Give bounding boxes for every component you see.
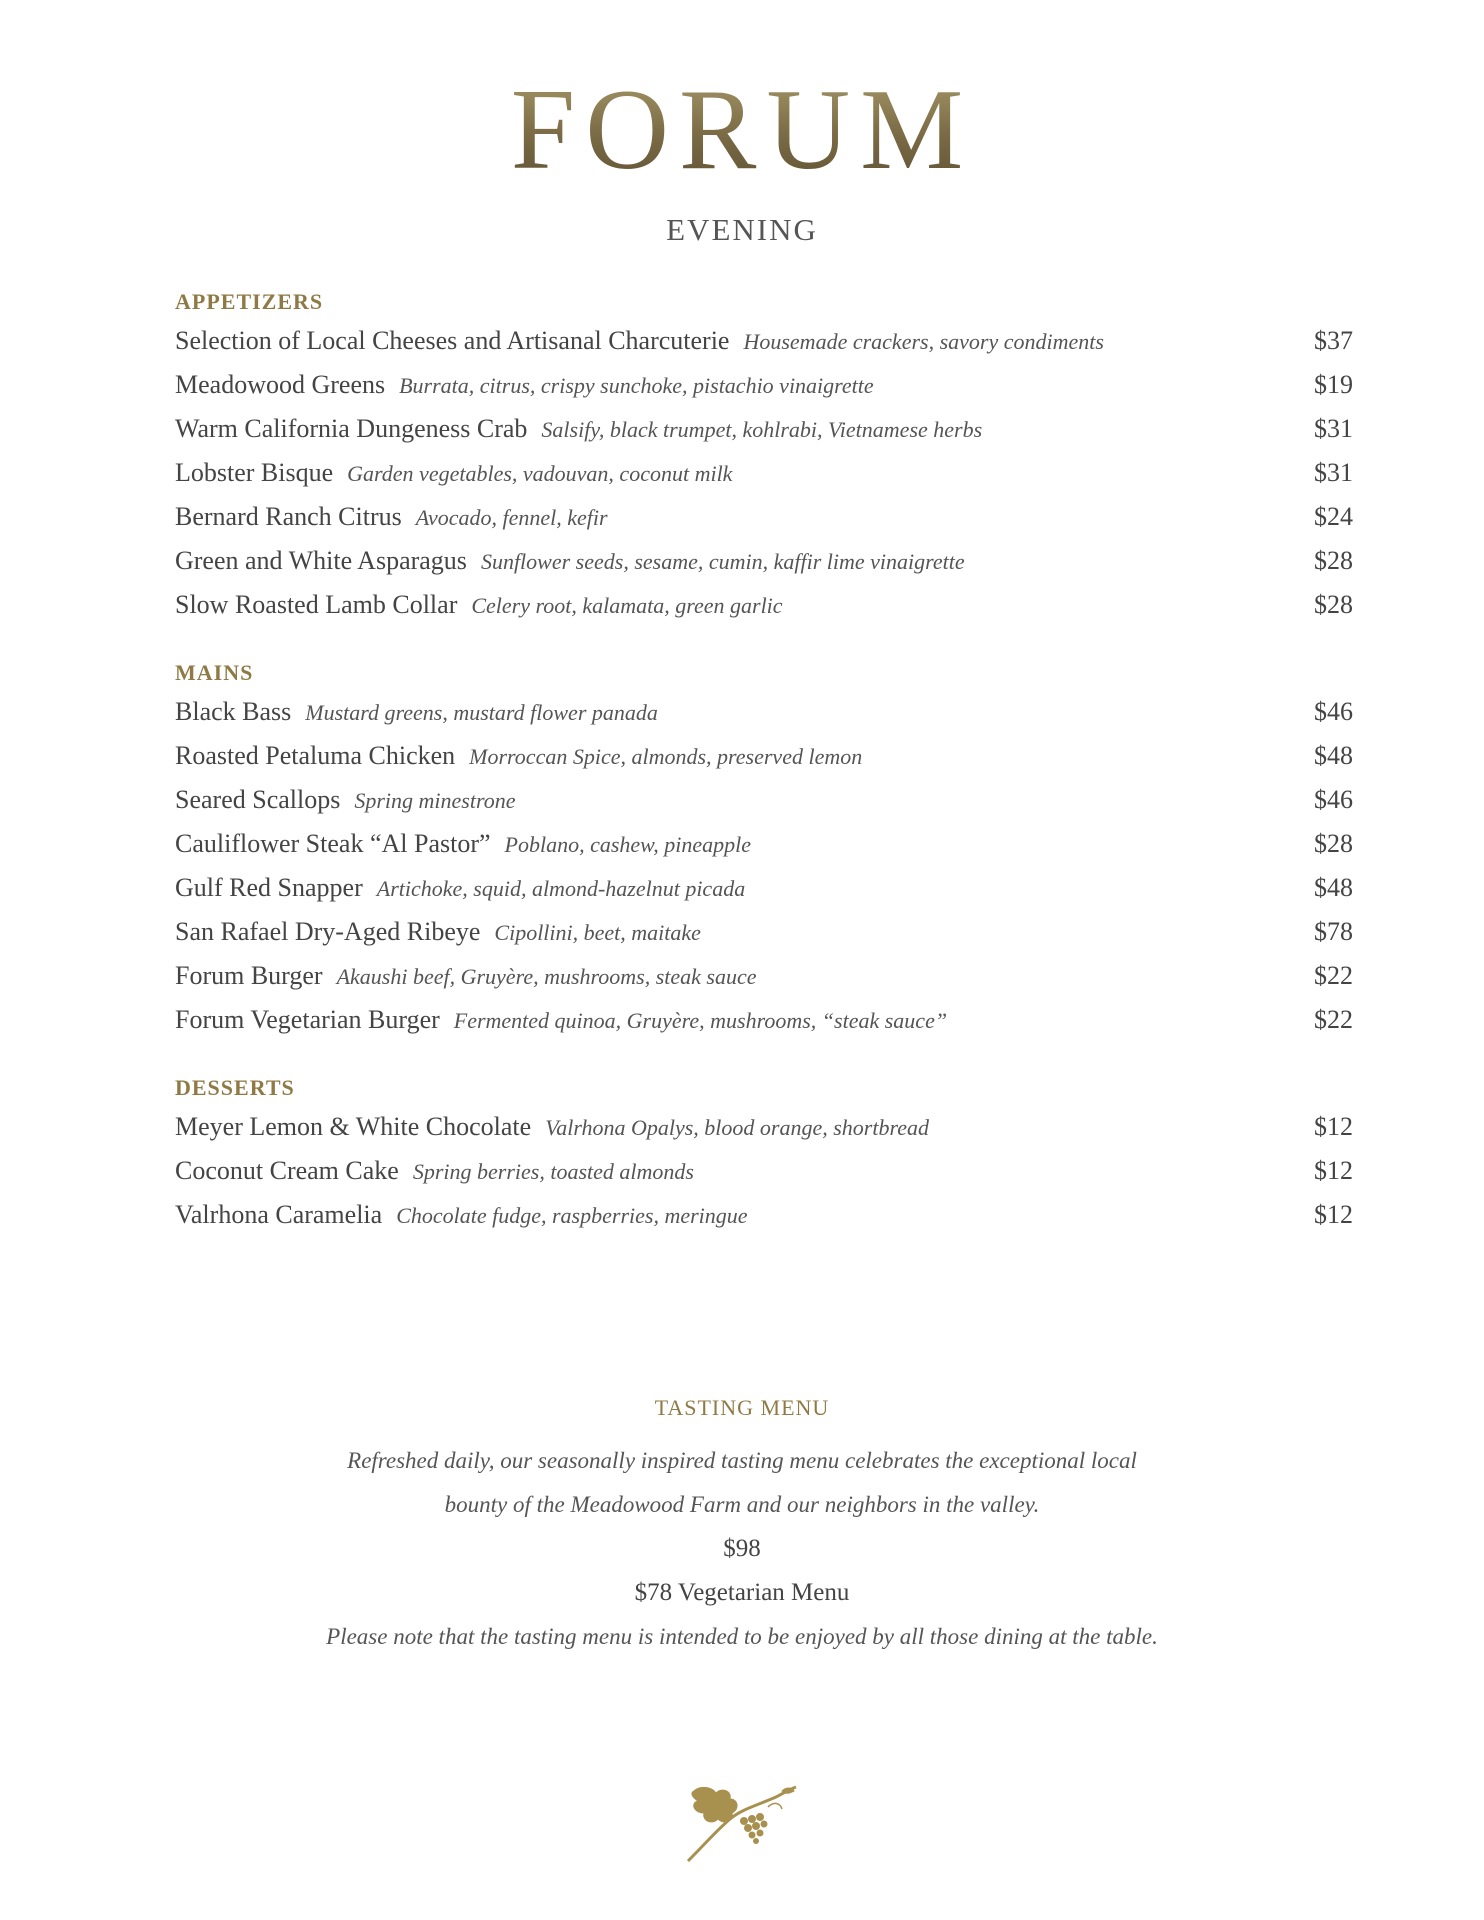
grapevine-icon: [686, 1783, 798, 1863]
menu-section-mains: [175, 656, 1355, 1042]
menu-sections: [175, 285, 1355, 1266]
menu-item-description: Chocolate fudge, raspberries, meringue: [396, 1203, 748, 1228]
menu-item-name: Slow Roasted Lamb Collar: [175, 590, 458, 619]
menu-section-desserts: [175, 1071, 1355, 1237]
menu-item-name: Seared Scallops: [175, 785, 341, 814]
menu-item: [175, 778, 1355, 822]
tasting-price: $98: [723, 1535, 761, 1562]
menu-item-price: $31: [1314, 414, 1353, 443]
menu-item-price: $78: [1314, 917, 1353, 946]
menu-item-price: $28: [1314, 590, 1353, 619]
menu-item-description: Valrhona Opalys, blood orange, shortbread: [545, 1115, 929, 1140]
menu-item: [175, 998, 1355, 1042]
menu-item-name: San Rafael Dry-Aged Ribeye: [175, 917, 481, 946]
menu-item-price: $19: [1314, 370, 1353, 399]
menu-item-price: $22: [1314, 961, 1353, 990]
menu-item-price: $46: [1314, 785, 1353, 814]
menu-item: [175, 539, 1355, 583]
section-title: APPETIZERS: [175, 289, 324, 314]
menu-item-description: Garden vegetables, vadouvan, coconut milk: [347, 461, 733, 486]
menu-item-name: Coconut Cream Cake: [175, 1156, 399, 1185]
menu-item-description: Spring minestrone: [354, 788, 516, 813]
menu-item-price: $48: [1314, 873, 1353, 902]
menu-item-price: $37: [1314, 326, 1353, 355]
menu-item: [175, 1105, 1355, 1149]
tasting-note: Please note that the tasting menu is intended to be enjoyed by all those dining at the table.: [326, 1624, 1158, 1649]
section-title: MAINS: [175, 660, 254, 685]
menu-item-name: Cauliflower Steak “Al Pastor”: [175, 829, 491, 858]
menu-item-name: Selection of Local Cheeses and Artisanal Charcuterie: [175, 326, 730, 355]
menu-item-price: $12: [1314, 1200, 1353, 1229]
menu-item-price: $46: [1314, 697, 1353, 726]
menu-item-description: Fermented quinoa, Gruyère, mushrooms, “steak sauce”: [453, 1008, 948, 1033]
menu-item-name: Forum Burger: [175, 961, 323, 990]
menu-item: [175, 866, 1355, 910]
tasting-vegetarian-price: $78 Vegetarian Menu: [634, 1579, 850, 1606]
menu-item: [175, 319, 1355, 363]
menu-item-description: Poblano, cashew, pineapple: [504, 832, 751, 857]
menu-item: [175, 583, 1355, 627]
menu-item-name: Black Bass: [175, 697, 292, 726]
tasting-menu-title: TASTING MENU: [654, 1395, 830, 1420]
menu-item: [175, 363, 1355, 407]
menu-item-description: Burrata, citrus, crispy sunchoke, pistachio vinaigrette: [399, 373, 874, 398]
menu-item-description: Cipollini, beet, maitake: [494, 920, 701, 945]
menu-item: [175, 451, 1355, 495]
menu-item-price: $28: [1314, 546, 1353, 575]
menu-item-description: Mustard greens, mustard flower panada: [305, 700, 658, 725]
menu-item: [175, 734, 1355, 778]
menu-item: [175, 495, 1355, 539]
menu-subtitle: EVENING: [666, 212, 818, 247]
menu-item-description: Spring berries, toasted almonds: [412, 1159, 694, 1184]
menu-item-description: Morroccan Spice, almonds, preserved lemon: [469, 744, 863, 769]
menu-item: [175, 407, 1355, 451]
menu-item-price: $12: [1314, 1112, 1353, 1141]
menu-item-name: Lobster Bisque: [175, 458, 334, 487]
menu-item: [175, 910, 1355, 954]
menu-item-price: $22: [1314, 1005, 1353, 1034]
menu-item: [175, 822, 1355, 866]
menu-item-description: Avocado, fennel, kefir: [415, 505, 608, 530]
tasting-description-line-2: bounty of the Meadowood Farm and our neighbors in the valley.: [444, 1492, 1040, 1517]
menu-item-price: $12: [1314, 1156, 1353, 1185]
menu-item-name: Forum Vegetarian Burger: [175, 1005, 440, 1034]
menu-header: [0, 66, 1484, 248]
menu-item-description: Celery root, kalamata, green garlic: [471, 593, 783, 618]
menu-item: [175, 954, 1355, 998]
menu-item-price: $31: [1314, 458, 1353, 487]
menu-item-name: Meyer Lemon & White Chocolate: [175, 1112, 532, 1141]
menu-item-name: Valrhona Caramelia: [175, 1200, 383, 1229]
menu-item-name: Warm California Dungeness Crab: [175, 414, 528, 443]
menu-item-description: Salsify, black trumpet, kohlrabi, Vietnamese herbs: [541, 417, 983, 442]
menu-item: [175, 1193, 1355, 1237]
menu-item-name: Meadowood Greens: [175, 370, 386, 399]
restaurant-logo: FORUM: [0, 70, 1484, 190]
menu-item: [175, 690, 1355, 734]
section-title: DESSERTS: [175, 1075, 295, 1100]
menu-item-price: $48: [1314, 741, 1353, 770]
menu-section-appetizers: [175, 285, 1355, 627]
menu-item-description: Akaushi beef, Gruyère, mushrooms, steak sauce: [336, 964, 757, 989]
tasting-description-line-1: Refreshed daily, our seasonally inspired tasting menu celebrates the exceptional local: [347, 1448, 1137, 1473]
tasting-menu-section: [0, 1395, 1484, 1659]
menu-item-description: Sunflower seeds, sesame, cumin, kaffir lime vinaigrette: [480, 549, 965, 574]
menu-item-price: $28: [1314, 829, 1353, 858]
menu-item-name: Green and White Asparagus: [175, 546, 467, 575]
menu-item-name: Bernard Ranch Citrus: [175, 502, 402, 531]
menu-item: [175, 1149, 1355, 1193]
menu-item-price: $24: [1314, 502, 1353, 531]
menu-item-name: Roasted Petaluma Chicken: [175, 741, 456, 770]
menu-item-description: Housemade crackers, savory condiments: [743, 329, 1104, 354]
menu-item-description: Artichoke, squid, almond-hazelnut picada: [376, 876, 746, 901]
menu-item-name: Gulf Red Snapper: [175, 873, 363, 902]
